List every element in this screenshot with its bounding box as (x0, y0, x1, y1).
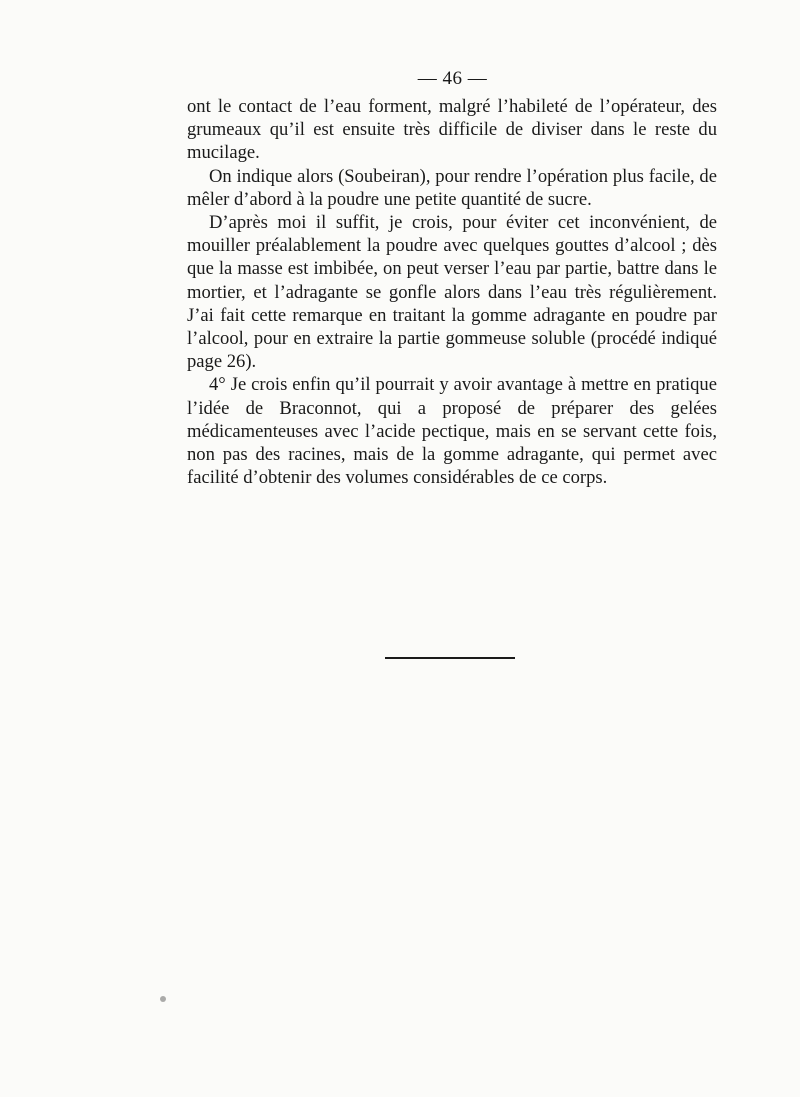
paragraph-continuation: ont le contact de l’eau forment, malgré l’habileté de l’opérateur, des grumeaux qu’il est ensuite très difficile de diviser dans le reste du mucilage. (187, 96, 717, 164)
paragraph-soubeiran: On indique alors (Soubeiran), pour rendre l’opération plus facile, de mêler d’abord à la poudre une petite quantité de sucre. (187, 165, 717, 210)
paragraph-alcohol-method: D’après moi il suffit, je crois, pour éviter cet inconvénient, de mouiller préalablement la poudre avec quelques gouttes d’alcool ; dès que la masse est imbibée, on peut verser l’eau par partie, battre dans le mortier, et l’adragante se gonfle alors dans l’eau très régulièrement. J’ai fait cette remarque en traitant la gomme adragante en poudre par l’alcool, pour en extraire la partie gommeuse soluble (procédé indiqué page 26). (187, 212, 717, 373)
paragraph-braconnot: 4° Je crois enfin qu’il pourrait y avoir avantage à mettre en pratique l’idée de Braconnot, qui a proposé de préparer des gelées médicamenteuses avec l’acide pectique, mais en se servant cette fois, non pas des racines, mais de la gomme adragante, qui permet avec facilité d’obtenir des volumes considérables de ce corps. (187, 374, 717, 489)
section-divider (385, 657, 515, 659)
paper-speck (160, 996, 166, 1002)
page-number: — 46 — (417, 68, 488, 89)
body-text (187, 95, 717, 489)
